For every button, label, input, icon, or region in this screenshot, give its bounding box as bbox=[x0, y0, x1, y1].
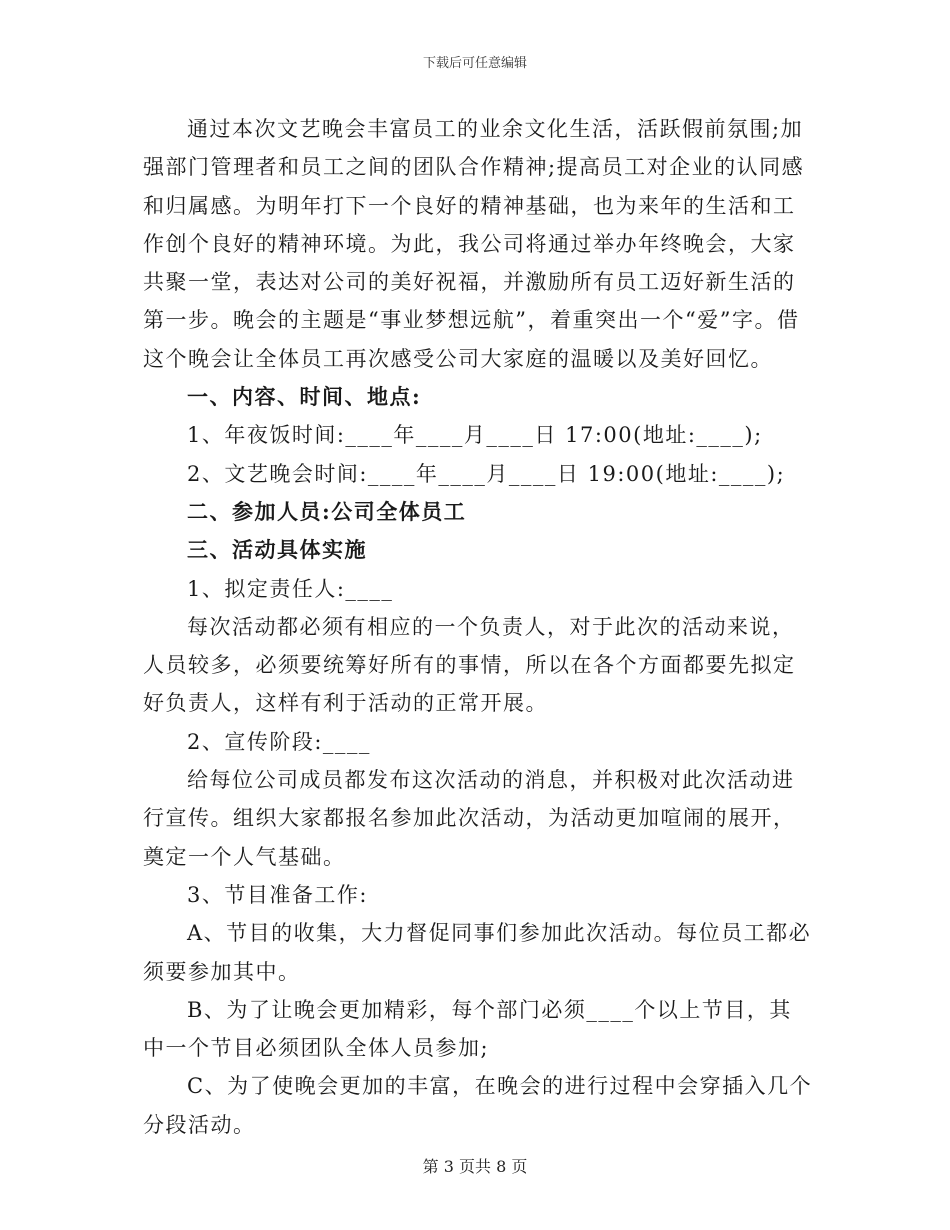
publicity-stage-paragraph: 给每位公司成员都发布这次活动的消息，并积极对此次活动进行宣传。组织大家都报名参加此次活动，为活动更加喧闹的展开，奠定一个人气基础。 bbox=[143, 768, 796, 869]
program-prep-item-b: B、为了让晚会更加精彩，每个部门必须____个以上节目，其中一个节目必须团队全体人员参加; bbox=[143, 997, 792, 1061]
responsible-person-paragraph: 每次活动都必须有相应的一个负责人，对于此次的活动来说，人员较多，必须要统筹好所有的事情，所以在各个方面都要先拟定好负责人，这样有利于活动的正常开展。 bbox=[143, 614, 796, 716]
program-prep-item-c: C、为了使晚会更加的丰富，在晚会的进行过程中会穿插入几个分段活动。 bbox=[143, 1074, 813, 1137]
section-3-heading: 三、活动具体实施 bbox=[187, 537, 367, 563]
document-body bbox=[143, 110, 813, 1144]
intro-paragraph: 通过本次文艺晚会丰富员工的业余文化生活，活跃假前氛围;加强部门管理者和员工之间的团队合作精神;提高员工对企业的认同感和归属感。为明年打下一个良好的精神基础，也为来年的生活和工作创个良好的精神环境。为此，我公司将通过举办年终晚会，大家共聚一堂，表达对公司的美好祝福，并激励所有员工迈好新生活的第一步。晚会的主题是“事业梦想远航”，着重突出一个“爱”字。借这个晚会让全体员工再次感受公司大家庭的温暖以及美好回忆。 bbox=[143, 117, 805, 371]
dinner-time-line: 1、年夜饭时间:____年____月____日 17:00(地址:____); bbox=[187, 423, 763, 448]
program-prep-title: 3、节目准备工作: bbox=[187, 882, 368, 907]
program-prep-item-a: A、节目的收集，大力督促同事们参加此次活动。每位员工都必须要参加其中。 bbox=[143, 921, 812, 984]
page-header: 下载后可任意编辑 bbox=[422, 56, 527, 71]
publicity-stage-title: 2、宣传阶段:____ bbox=[187, 729, 371, 754]
responsible-person-title: 1、拟定责任人:____ bbox=[187, 576, 394, 601]
section-1-heading: 一、内容、时间、地点: bbox=[187, 384, 422, 410]
page-footer: 第 3 页共 8 页 bbox=[422, 1157, 528, 1176]
section-2-heading: 二、参加人员:公司全体员工 bbox=[187, 498, 467, 524]
party-time-line: 2、文艺晚会时间:____年____月____日 19:00(地址:____); bbox=[187, 461, 786, 486]
